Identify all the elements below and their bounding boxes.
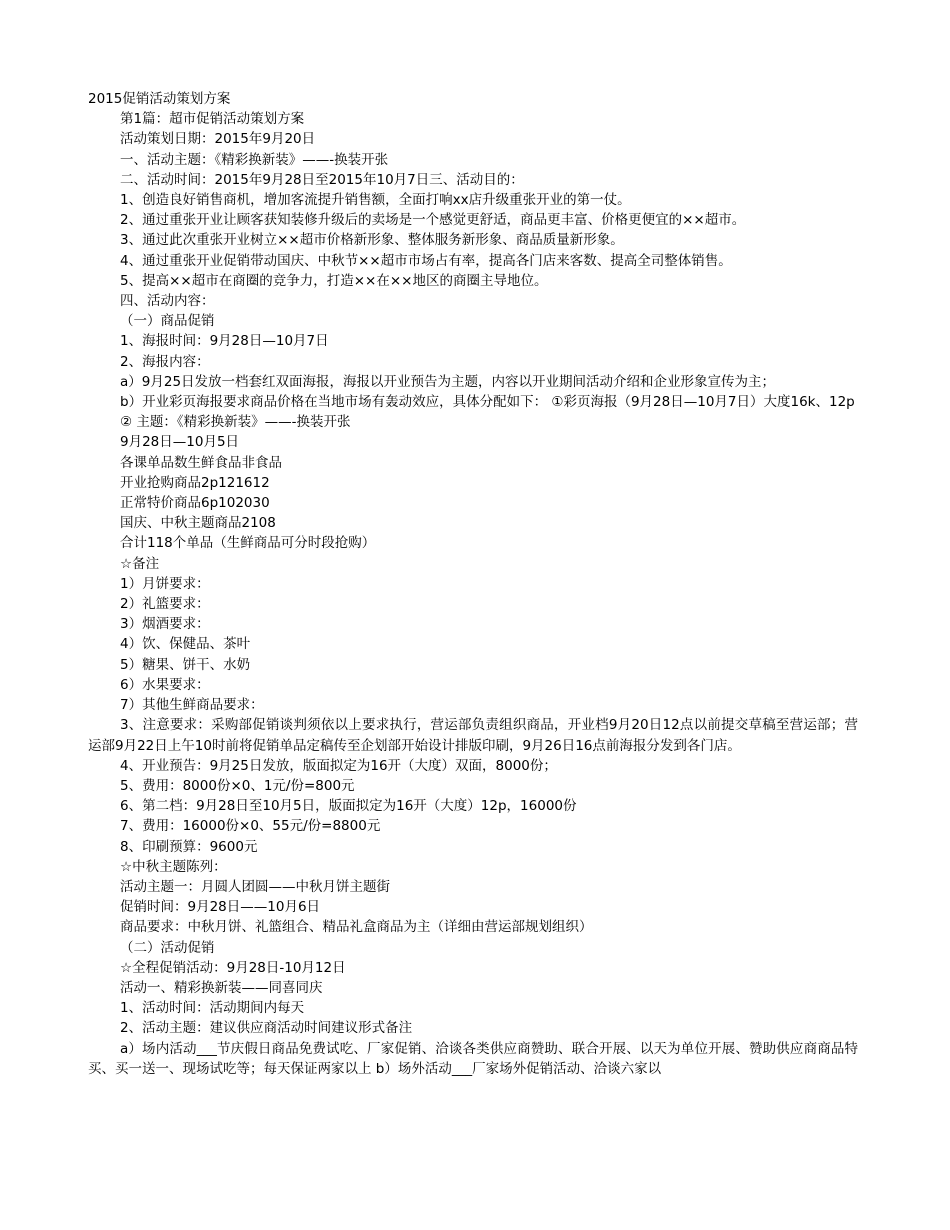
text-line: ☆全程促销活动：9月28日-10月12日 [120,959,346,976]
text-line: 2）礼篮要求： [120,596,210,613]
text-line: 5、费用：8000份×0、1元/份=800元 [120,777,355,794]
text-line: 二、活动时间：2015年9月28日至2015年10月7日三、活动目的： [120,171,524,188]
text-line: 国庆、中秋主题商品2108 [120,515,276,532]
text-line: 7）其他生鲜商品要求： [120,697,264,714]
text-line: 四、活动内容： [120,293,215,310]
text-paragraph: b）开业彩页海报要求商品价格在当地市场有轰动效应，具体分配如下： ①彩页海报（9月28日—10月7日）大度16k、12p [120,394,855,411]
text-line: 4、通过重张开业促销带动国庆、中秋节××超市市场占有率，提高各门店来客数、提高全司整体销售。 [120,252,732,269]
text-line: 合计118个单品（生鲜商品可分时段抢购） [120,535,376,552]
text-line: 一、活动主题：《精彩换新装》——-换装开张 [120,151,389,168]
text-line: （一）商品促销 [120,313,215,330]
text-line: ☆备注 [120,555,160,572]
text-line: 1、海报时间：9月28日—10月7日 [120,333,329,350]
text-line: 活动主题一：月圆人团圆——中秋月饼主题街 [120,878,390,895]
text-line: 2、通过重张开业让顾客获知装修升级后的卖场是一个感觉更舒适，商品更丰富、价格更便宜的××超市。 [120,212,746,229]
text-line: 正常特价商品6p102030 [120,495,270,512]
text-line: 3、通过此次重张开业树立××超市价格新形象、整体服务新形象、商品质量新形象。 [120,232,624,249]
text-line: 1、活动时间：活动期间内每天 [120,1000,305,1017]
text-line: 1）月饼要求： [120,575,210,592]
text-line: 第1篇：超市促销活动策划方案 [120,111,305,128]
text-paragraph: a）9月25日发放一档套红双面海报，海报以开业预告为主题，内容以开业期间活动介绍和企业形象宣传为主； [120,373,776,390]
text-line: 5）糖果、饼干、水奶 [120,656,251,673]
text-paragraph: a）场内活动___节庆假日商品免费试吃、厂家促销、洽谈各类供应商赞助、联合开展、以天为单位开展、赞助供应商商品特买、买一送一、现场试吃等；每天保证两家以上 b）场外活动___厂家场外促销活动、洽谈六家以 [88,1040,858,1077]
text-line: 活动一、精彩换新装——同喜同庆 [120,979,323,996]
text-line: （二）活动促销 [120,939,215,956]
text-line: 5、提高××超市在商圈的竞争力，打造××在××地区的商圈主导地位。 [120,272,548,289]
text-line: 开业抢购商品2p121612 [120,474,270,491]
text-line: 促销时间：9月28日——10月6日 [120,899,321,916]
text-line: 7、费用：16000份×0、55元/份=8800元 [120,818,381,835]
text-line: 各课单品数生鲜食品非食品 [120,454,282,471]
text-line: 商品要求：中秋月饼、礼篮组合、精品礼盒商品为主（详细由营运部规划组织） [120,919,593,936]
text-line: 6、第二档：9月28日至10月5日，版面拟定为16开（大度）12p，16000份 [120,798,577,815]
text-line: 活动策划日期：2015年9月20日 [120,131,316,148]
text-line: 2、海报内容： [120,353,210,370]
text-paragraph: 3、注意要求：采购部促销谈判须依以上要求执行，营运部负责组织商品，开业档9月20日12点以前提交草稿至营运部；营运部9月22日上午10时前将促销单品定稿传至企划部开始设计排版印刷，9月26日16点前海报分发到各门店。 [88,717,858,754]
document-title: 2015促销活动策划方案 [88,91,231,107]
text-line: 2、活动主题：建议供应商活动时间建议形式备注 [120,1020,413,1037]
text-line: 6）水果要求： [120,676,210,693]
document-page [88,89,858,1079]
text-line: 9月28日—10月5日 [120,434,240,451]
text-line: 8、印刷预算：9600元 [120,838,258,855]
text-line: ② 主题：《精彩换新装》——-换装开张 [120,414,351,431]
text-line: ☆中秋主题陈列： [120,858,227,875]
text-line: 1、创造良好销售商机，增加客流提升销售额，全面打响xx店升级重张开业的第一仗。 [120,192,631,209]
text-line: 3）烟酒要求： [120,616,210,633]
text-line: 4）饮、保健品、茶叶 [120,636,251,653]
text-line: 4、开业预告：9月25日发放，版面拟定为16开（大度）双面，8000份； [120,757,557,774]
